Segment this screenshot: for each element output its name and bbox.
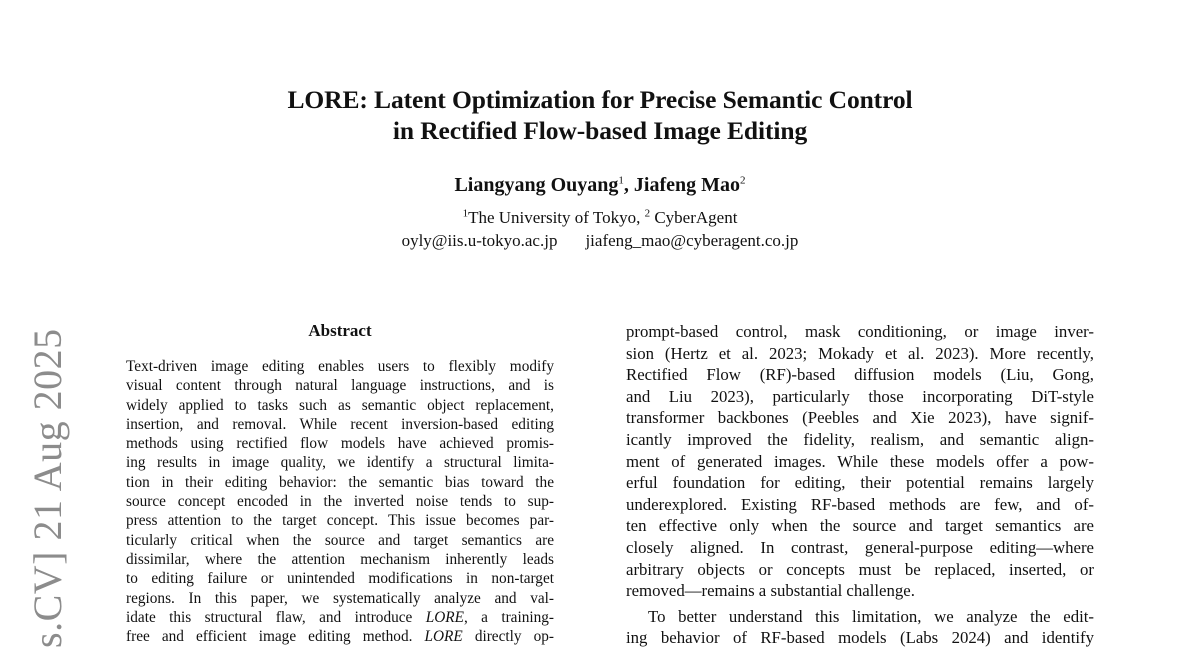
- author-name: Jiafeng Mao: [633, 174, 741, 196]
- author-emails: [0, 230, 1200, 252]
- abstract-line: widely applied to tasks such as semantic object replacement,: [126, 396, 554, 414]
- abstract-line: regions. In this paper, we systematically analyze and val-: [126, 589, 554, 607]
- body-line: arbitrary objects or concepts must be replaced, inserted, or: [626, 559, 1094, 579]
- affiliation-mark: 2: [644, 207, 651, 220]
- abstract-line: [126, 627, 554, 646]
- body-line: and Liu 2023), particularly those incorporating DiT-style: [626, 386, 1094, 406]
- body-line: To better understand this limitation, we analyze the edit-: [648, 606, 1094, 626]
- body-line: removed—remains a substantial challenge.: [626, 581, 915, 601]
- affiliations: [0, 207, 1200, 229]
- abstract-line-text: , a training-: [463, 608, 555, 626]
- abstract-line: Text-driven image editing enables users to flexibly modify: [126, 358, 554, 375]
- arxiv-identifier-stamp: s.CV] 21 Aug 2025: [25, 328, 70, 648]
- abstract-line: to editing failure or unintended modifications in non-target: [126, 570, 554, 588]
- author-name: Liangyang Ouyang: [454, 174, 619, 196]
- email-address: oyly@iis.u-tokyo.ac.jp: [401, 231, 558, 250]
- paper-title: [0, 84, 1200, 146]
- abstract-line: ticularly critical when the source and target semantics are: [126, 531, 554, 549]
- abstract-body: [126, 357, 554, 646]
- affiliation-mark: 1: [462, 207, 469, 220]
- body-line: sion (Hertz et al. 2023; Mokady et al. 2023). More recently,: [626, 343, 1094, 363]
- abstract-line-text: free and efficient image editing method.: [126, 628, 425, 646]
- intro-paragraph: [626, 606, 1094, 648]
- abstract-line-text: idate this structural flaw, and introduce: [126, 608, 426, 626]
- abstract-line: visual content through natural language instructions, and is: [126, 377, 554, 395]
- body-line: closely aligned. In contrast, general-purpose editing—where: [626, 537, 1094, 557]
- right-column: [626, 321, 1094, 648]
- abstract-line: methods using rectified flow models have achieved promis-: [126, 435, 554, 453]
- body-line: ten effective only when the source and target semantics are: [626, 516, 1094, 536]
- title-line-2: in Rectified Flow-based Image Editing: [392, 116, 808, 145]
- abstract-line: [126, 608, 554, 627]
- abstract-line-text: directly op-: [462, 628, 554, 646]
- left-column: [126, 320, 554, 646]
- abstract-line: source concept encoded in the inverted noise tends to sup-: [126, 493, 554, 511]
- abstract-line: press attention to the target concept. This issue becomes par-: [126, 512, 554, 530]
- body-line: transformer backbones (Peebles and Xie 2023), have signif-: [626, 408, 1094, 428]
- intro-paragraph: [626, 321, 1094, 602]
- body-line: prompt-based control, mask conditioning, or image inver-: [626, 322, 1094, 341]
- method-name: LORE: [425, 608, 464, 626]
- abstract-line: dissimilar, where the attention mechanism inherently leads: [126, 550, 554, 568]
- body-line: ment of generated images. While these models offer a pow-: [626, 451, 1094, 471]
- affiliation-name: The University of Tokyo,: [468, 208, 645, 227]
- abstract-line: insertion, and removal. While recent inversion-based editing: [126, 415, 554, 433]
- body-line: erful foundation for editing, their potential remains largely: [626, 473, 1094, 493]
- method-name: LORE: [424, 628, 463, 646]
- body-line: Rectified Flow (RF)-based diffusion models (Liu, Gong,: [626, 365, 1094, 385]
- affiliation-name: CyberAgent: [650, 208, 738, 227]
- author-separator: ,: [623, 174, 634, 196]
- body-line: icantly improved the fidelity, realism, and semantic align-: [626, 429, 1094, 449]
- abstract-line: tion in their editing behavior: the semantic bias toward the: [126, 473, 554, 491]
- email-address: jiafeng_mao@cyberagent.co.jp: [585, 231, 799, 250]
- body-line: underexplored. Existing RF-based methods are few, and of-: [626, 494, 1094, 514]
- body-line: ing behavior of RF-based models (Labs 2024) and identify: [626, 628, 1094, 648]
- abstract-heading: Abstract: [308, 321, 372, 340]
- author-affiliation-mark: 1: [618, 174, 624, 187]
- author-affiliation-mark: 2: [740, 174, 746, 187]
- abstract-line: ing results in image quality, we identify a structural limita-: [126, 454, 554, 472]
- title-line-1: LORE: Latent Optimization for Precise Semantic Control: [287, 85, 913, 114]
- author-list: [0, 172, 1200, 198]
